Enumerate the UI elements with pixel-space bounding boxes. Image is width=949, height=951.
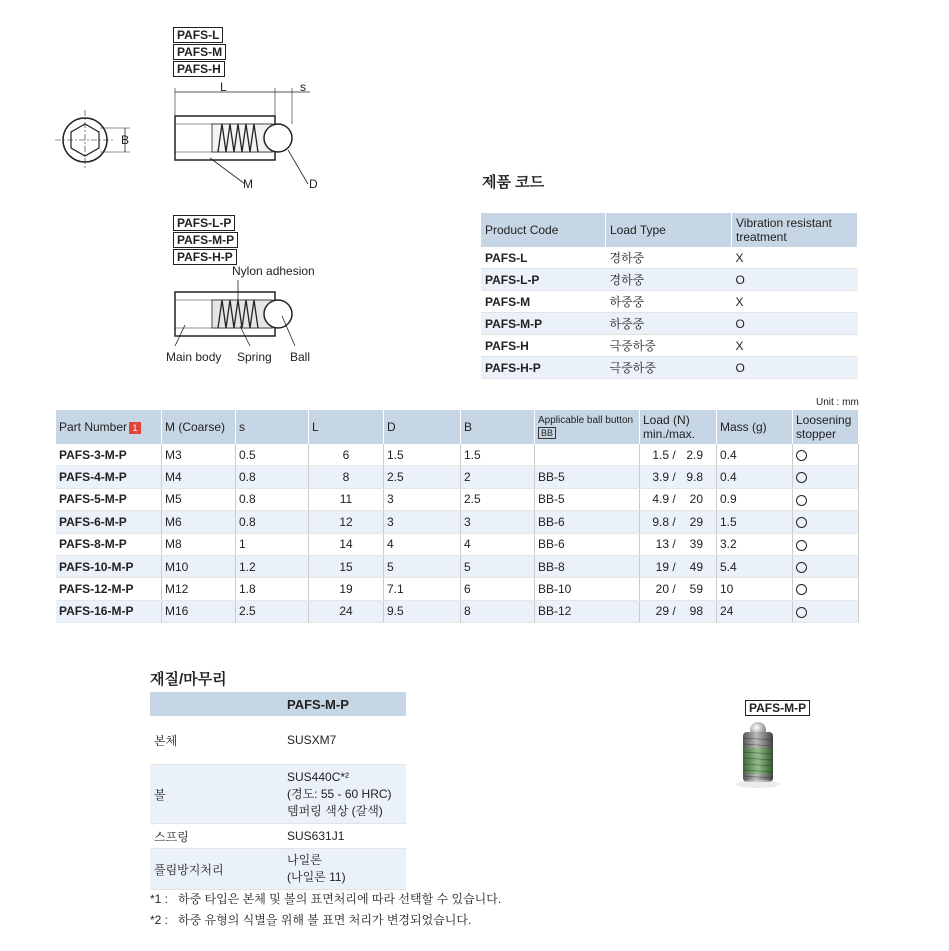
- cell-load: 19 / 49: [640, 555, 717, 577]
- pc-code: PAFS-M-P: [481, 313, 606, 335]
- unit-label: Unit : mm: [816, 397, 859, 408]
- pc-vibration: O: [732, 313, 858, 335]
- table-row: [481, 291, 858, 313]
- cell-ball-button: BB-5: [535, 466, 640, 488]
- pc-header-load: Load Type: [606, 213, 732, 247]
- cell-s: 0.8: [236, 511, 309, 533]
- cell-loosening: [793, 466, 859, 488]
- circle-icon: [796, 517, 807, 528]
- cell-m: M8: [162, 533, 236, 555]
- cell-part-number: PAFS-8-M-P: [56, 533, 162, 555]
- pc-load: 하중중: [606, 291, 732, 313]
- table-row: [56, 555, 859, 577]
- cell-load: 13 / 39: [640, 533, 717, 555]
- cell-m: M12: [162, 578, 236, 600]
- circle-icon: [796, 584, 807, 595]
- cell-mass: 0.4: [717, 466, 793, 488]
- col-d: D: [384, 410, 461, 444]
- pc-header-code: Product Code: [481, 213, 606, 247]
- cell-s: 0.8: [236, 466, 309, 488]
- circle-icon: [796, 495, 807, 506]
- cell-d: 2.5: [384, 466, 461, 488]
- table-row: [481, 313, 858, 335]
- cell-d: 3: [384, 511, 461, 533]
- cell-s: 0.5: [236, 444, 309, 466]
- plunger-drawing-top: [50, 80, 350, 200]
- pc-load: 극중하중: [606, 335, 732, 357]
- table-row: [56, 533, 859, 555]
- table-row: [56, 511, 859, 533]
- cell-s: 1.2: [236, 555, 309, 577]
- table-row: [481, 247, 858, 269]
- pc-load: 극중하중: [606, 357, 732, 379]
- cell-d: 7.1: [384, 578, 461, 600]
- table-row: [150, 765, 406, 824]
- cell-l: 24: [309, 600, 384, 622]
- table-row: [481, 269, 858, 291]
- cell-d: 9.5: [384, 600, 461, 622]
- cell-part-number: PAFS-16-M-P: [56, 600, 162, 622]
- dim-d: D: [309, 177, 318, 191]
- cell-d: 1.5: [384, 444, 461, 466]
- pc-header-vibration: Vibration resistant treatment: [732, 213, 858, 247]
- mat-value: SUS631J1: [283, 824, 406, 849]
- cell-b: 2: [461, 466, 535, 488]
- cell-load: 3.9 / 9.8: [640, 466, 717, 488]
- mat-key: 스프링: [150, 824, 283, 849]
- col-part-number: Part Number 1: [56, 410, 162, 444]
- tag-pafs-h-p: PAFS-H-P: [173, 249, 237, 265]
- cell-l: 15: [309, 555, 384, 577]
- dim-s: s: [300, 80, 306, 94]
- cell-d: 3: [384, 488, 461, 510]
- dim-l: L: [220, 80, 227, 94]
- cell-loosening: [793, 555, 859, 577]
- cell-mass: 3.2: [717, 533, 793, 555]
- label-nylon-adhesion: Nylon adhesion: [232, 264, 315, 278]
- pc-vibration: X: [732, 291, 858, 313]
- product-code-title: 제품 코드: [482, 174, 545, 191]
- cell-ball-button: [535, 444, 640, 466]
- cell-ball-button: BB-8: [535, 555, 640, 577]
- cell-loosening: [793, 533, 859, 555]
- tag-pafs-m: PAFS-M: [173, 44, 226, 60]
- cell-ball-button: BB-6: [535, 511, 640, 533]
- table-row: [150, 849, 406, 890]
- cell-b: 6: [461, 578, 535, 600]
- cell-loosening: [793, 488, 859, 510]
- col-load: Load (N) min./max.: [640, 410, 717, 444]
- mat-header: PAFS-M-P: [283, 692, 406, 716]
- cell-ball-button: BB-10: [535, 578, 640, 600]
- cell-b: 8: [461, 600, 535, 622]
- pc-vibration: O: [732, 357, 858, 379]
- col-s: s: [236, 410, 309, 444]
- plunger-drawing-bottom: [160, 280, 320, 350]
- cell-ball-button: BB-6: [535, 533, 640, 555]
- cell-m: M5: [162, 488, 236, 510]
- cell-mass: 24: [717, 600, 793, 622]
- label-main-body: Main body: [166, 350, 222, 364]
- mat-key: 본체: [150, 716, 283, 765]
- table-row: [56, 466, 859, 488]
- spec-table: [56, 410, 859, 623]
- table-row: [150, 716, 406, 765]
- material-table: [150, 692, 406, 890]
- cell-m: M6: [162, 511, 236, 533]
- tag-pafs-h: PAFS-H: [173, 61, 225, 77]
- col-loosening: Loosening stopper: [793, 410, 859, 444]
- cell-part-number: PAFS-3-M-P: [56, 444, 162, 466]
- cell-m: M3: [162, 444, 236, 466]
- cell-l: 14: [309, 533, 384, 555]
- cell-load: 29 / 98: [640, 600, 717, 622]
- pc-vibration: X: [732, 247, 858, 269]
- col-ball-button: Applicable ball button BB: [535, 410, 640, 444]
- note-2: *2 : 하중 유형의 식별을 위해 볼 표면 처리가 변경되었습니다.: [150, 913, 472, 927]
- table-row: [481, 357, 858, 379]
- bb-box: BB: [538, 427, 556, 439]
- mat-header-blank: [150, 692, 283, 716]
- tag-pafs-l-p: PAFS-L-P: [173, 215, 235, 231]
- cell-b: 1.5: [461, 444, 535, 466]
- cell-mass: 5.4: [717, 555, 793, 577]
- pc-load: 하중중: [606, 313, 732, 335]
- circle-icon: [796, 450, 807, 461]
- mat-key: 풀림방지처리: [150, 849, 283, 890]
- label-spring: Spring: [237, 350, 272, 364]
- cell-part-number: PAFS-4-M-P: [56, 466, 162, 488]
- pc-code: PAFS-L-P: [481, 269, 606, 291]
- mat-key: 볼: [150, 765, 283, 824]
- cell-loosening: [793, 578, 859, 600]
- cell-m: M10: [162, 555, 236, 577]
- table-row: [56, 488, 859, 510]
- pc-code: PAFS-H: [481, 335, 606, 357]
- cell-part-number: PAFS-10-M-P: [56, 555, 162, 577]
- mat-value: SUS440C*² (경도: 55 - 60 HRC) 템퍼링 색상 (갈색): [283, 765, 406, 824]
- cell-load: 1.5 / 2.9: [640, 444, 717, 466]
- cell-mass: 1.5: [717, 511, 793, 533]
- cell-d: 5: [384, 555, 461, 577]
- cell-loosening: [793, 511, 859, 533]
- table-row: [56, 444, 859, 466]
- cell-part-number: PAFS-6-M-P: [56, 511, 162, 533]
- col-b: B: [461, 410, 535, 444]
- cell-b: 3: [461, 511, 535, 533]
- cell-mass: 10: [717, 578, 793, 600]
- cell-ball-button: BB-5: [535, 488, 640, 510]
- footnote-badge: 1: [129, 422, 141, 434]
- table-row: [150, 824, 406, 849]
- col-l: L: [309, 410, 384, 444]
- pc-code: PAFS-M: [481, 291, 606, 313]
- mat-value: 나일론 (나일론 11): [283, 849, 406, 890]
- col-m: M (Coarse): [162, 410, 236, 444]
- cell-mass: 0.4: [717, 444, 793, 466]
- circle-icon: [796, 472, 807, 483]
- circle-icon: [796, 540, 807, 551]
- cell-load: 4.9 / 20: [640, 488, 717, 510]
- cell-s: 2.5: [236, 600, 309, 622]
- cell-l: 8: [309, 466, 384, 488]
- product-code-table: [481, 213, 858, 379]
- tag-pafs-m-p: PAFS-M-P: [173, 232, 238, 248]
- pc-code: PAFS-L: [481, 247, 606, 269]
- cell-s: 0.8: [236, 488, 309, 510]
- cell-part-number: PAFS-12-M-P: [56, 578, 162, 600]
- cell-l: 12: [309, 511, 384, 533]
- cell-l: 6: [309, 444, 384, 466]
- cell-b: 4: [461, 533, 535, 555]
- cell-loosening: [793, 444, 859, 466]
- label-ball: Ball: [290, 350, 311, 364]
- note-1: *1 : 하중 타입은 본체 및 볼의 표면처리에 따라 선택할 수 있습니다.: [150, 892, 502, 906]
- table-row: [481, 335, 858, 357]
- photo-tag: PAFS-M-P: [745, 700, 810, 716]
- material-title: 재질/마무리: [150, 671, 227, 688]
- mat-value: SUSXM7: [283, 716, 406, 765]
- cell-l: 11: [309, 488, 384, 510]
- product-photo: [728, 718, 798, 790]
- cell-d: 4: [384, 533, 461, 555]
- cell-b: 5: [461, 555, 535, 577]
- cell-l: 19: [309, 578, 384, 600]
- pc-code: PAFS-H-P: [481, 357, 606, 379]
- dim-m: M: [243, 177, 253, 191]
- pc-load: 경하중: [606, 247, 732, 269]
- cell-m: M4: [162, 466, 236, 488]
- cell-s: 1.8: [236, 578, 309, 600]
- circle-icon: [796, 607, 807, 618]
- cell-part-number: PAFS-5-M-P: [56, 488, 162, 510]
- circle-icon: [796, 562, 807, 573]
- cell-load: 9.8 / 29: [640, 511, 717, 533]
- cell-load: 20 / 59: [640, 578, 717, 600]
- tag-pafs-l: PAFS-L: [173, 27, 223, 43]
- table-row: [56, 600, 859, 622]
- pc-load: 경하중: [606, 269, 732, 291]
- pc-vibration: O: [732, 269, 858, 291]
- table-row: [56, 578, 859, 600]
- cell-m: M16: [162, 600, 236, 622]
- dim-b: B: [121, 133, 130, 147]
- cell-b: 2.5: [461, 488, 535, 510]
- cell-s: 1: [236, 533, 309, 555]
- cell-loosening: [793, 600, 859, 622]
- pc-vibration: X: [732, 335, 858, 357]
- cell-mass: 0.9: [717, 488, 793, 510]
- cell-ball-button: BB-12: [535, 600, 640, 622]
- col-mass: Mass (g): [717, 410, 793, 444]
